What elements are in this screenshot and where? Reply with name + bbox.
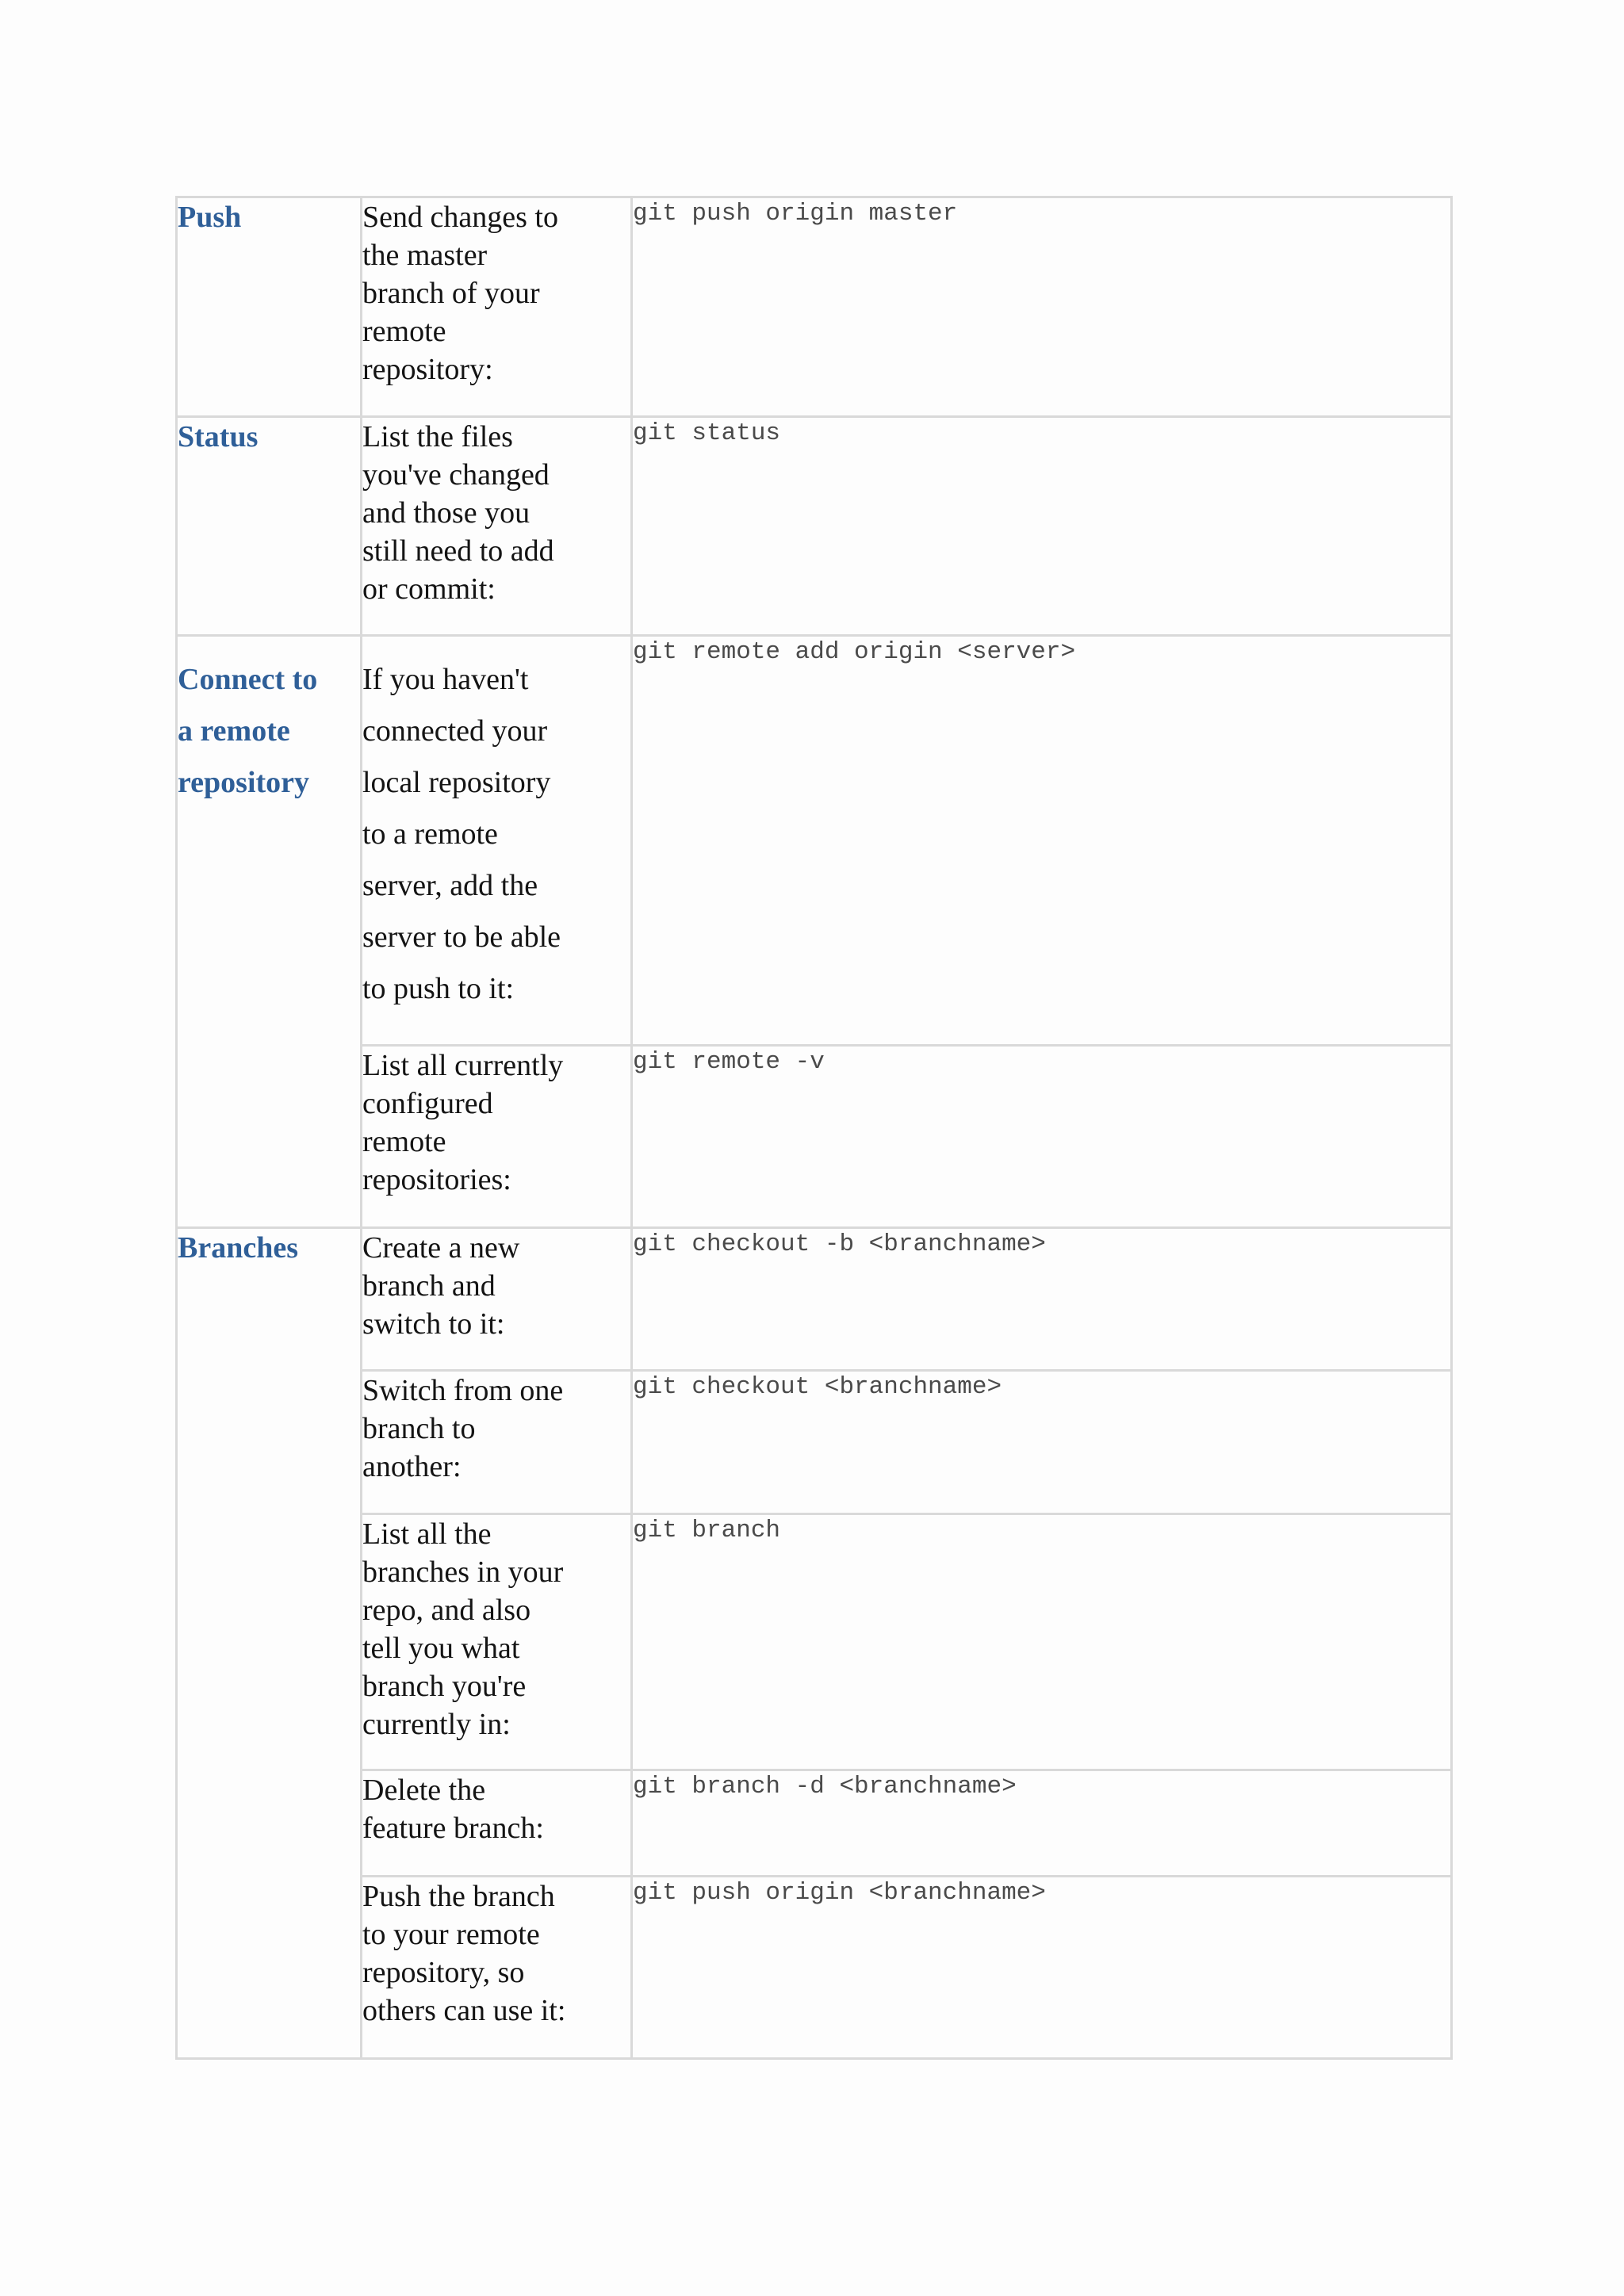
description-text: Create a new branch and switch to it: xyxy=(362,1231,520,1341)
description-text: Switch from one branch to another: xyxy=(362,1374,564,1483)
description-text: Delete the feature branch: xyxy=(362,1774,544,1845)
description-text: Push the branch to your remote repository, so others can use it: xyxy=(362,1880,566,2027)
command-cell: git push origin <branchname> xyxy=(632,1877,1452,2059)
description-text: If you haven't connected your local repository to a remote server, add the server to be able to push to it: xyxy=(362,663,561,1005)
category-cell: Push xyxy=(177,197,362,417)
table-row xyxy=(177,1770,1452,1877)
description-text: List all currently configured remote repositories: xyxy=(362,1049,564,1196)
table-row xyxy=(177,197,1452,417)
description-cell xyxy=(362,1228,632,1371)
command-cell: git push origin master xyxy=(632,197,1452,417)
command-cell: git remote add origin <server> xyxy=(632,636,1452,1046)
command-cell: git remote -v xyxy=(632,1046,1452,1228)
description-cell xyxy=(362,1770,632,1877)
description-cell xyxy=(362,1046,632,1228)
category-cell: Status xyxy=(177,417,362,636)
table-row xyxy=(177,1228,1452,1371)
table-row xyxy=(177,636,1452,1046)
description-text: Send changes to the master branch of your remote repository: xyxy=(362,201,558,386)
table-row xyxy=(177,1877,1452,2059)
category-text: Connect to a remote repository xyxy=(178,663,318,799)
description-text: List all the branches in your repo, and also tell you what branch you're currently in: xyxy=(362,1517,564,1741)
category-cell xyxy=(177,636,362,1228)
table-row xyxy=(177,417,1452,636)
description-cell xyxy=(362,197,632,417)
command-cell: git branch -d <branchname> xyxy=(632,1770,1452,1877)
description-cell xyxy=(362,1371,632,1514)
table-row xyxy=(177,1371,1452,1514)
git-commands-table xyxy=(175,196,1453,2060)
description-cell xyxy=(362,1514,632,1770)
description-cell xyxy=(362,636,632,1046)
command-cell: git branch xyxy=(632,1514,1452,1770)
command-cell: git checkout <branchname> xyxy=(632,1371,1452,1514)
table-row xyxy=(177,1514,1452,1770)
command-cell: git checkout -b <branchname> xyxy=(632,1228,1452,1371)
description-cell xyxy=(362,417,632,636)
command-cell: git status xyxy=(632,417,1452,636)
description-cell xyxy=(362,1877,632,2059)
description-text: List the files you've changed and those you still need to add or commit: xyxy=(362,420,554,606)
category-cell: Branches xyxy=(177,1228,362,2059)
table-row xyxy=(177,1046,1452,1228)
